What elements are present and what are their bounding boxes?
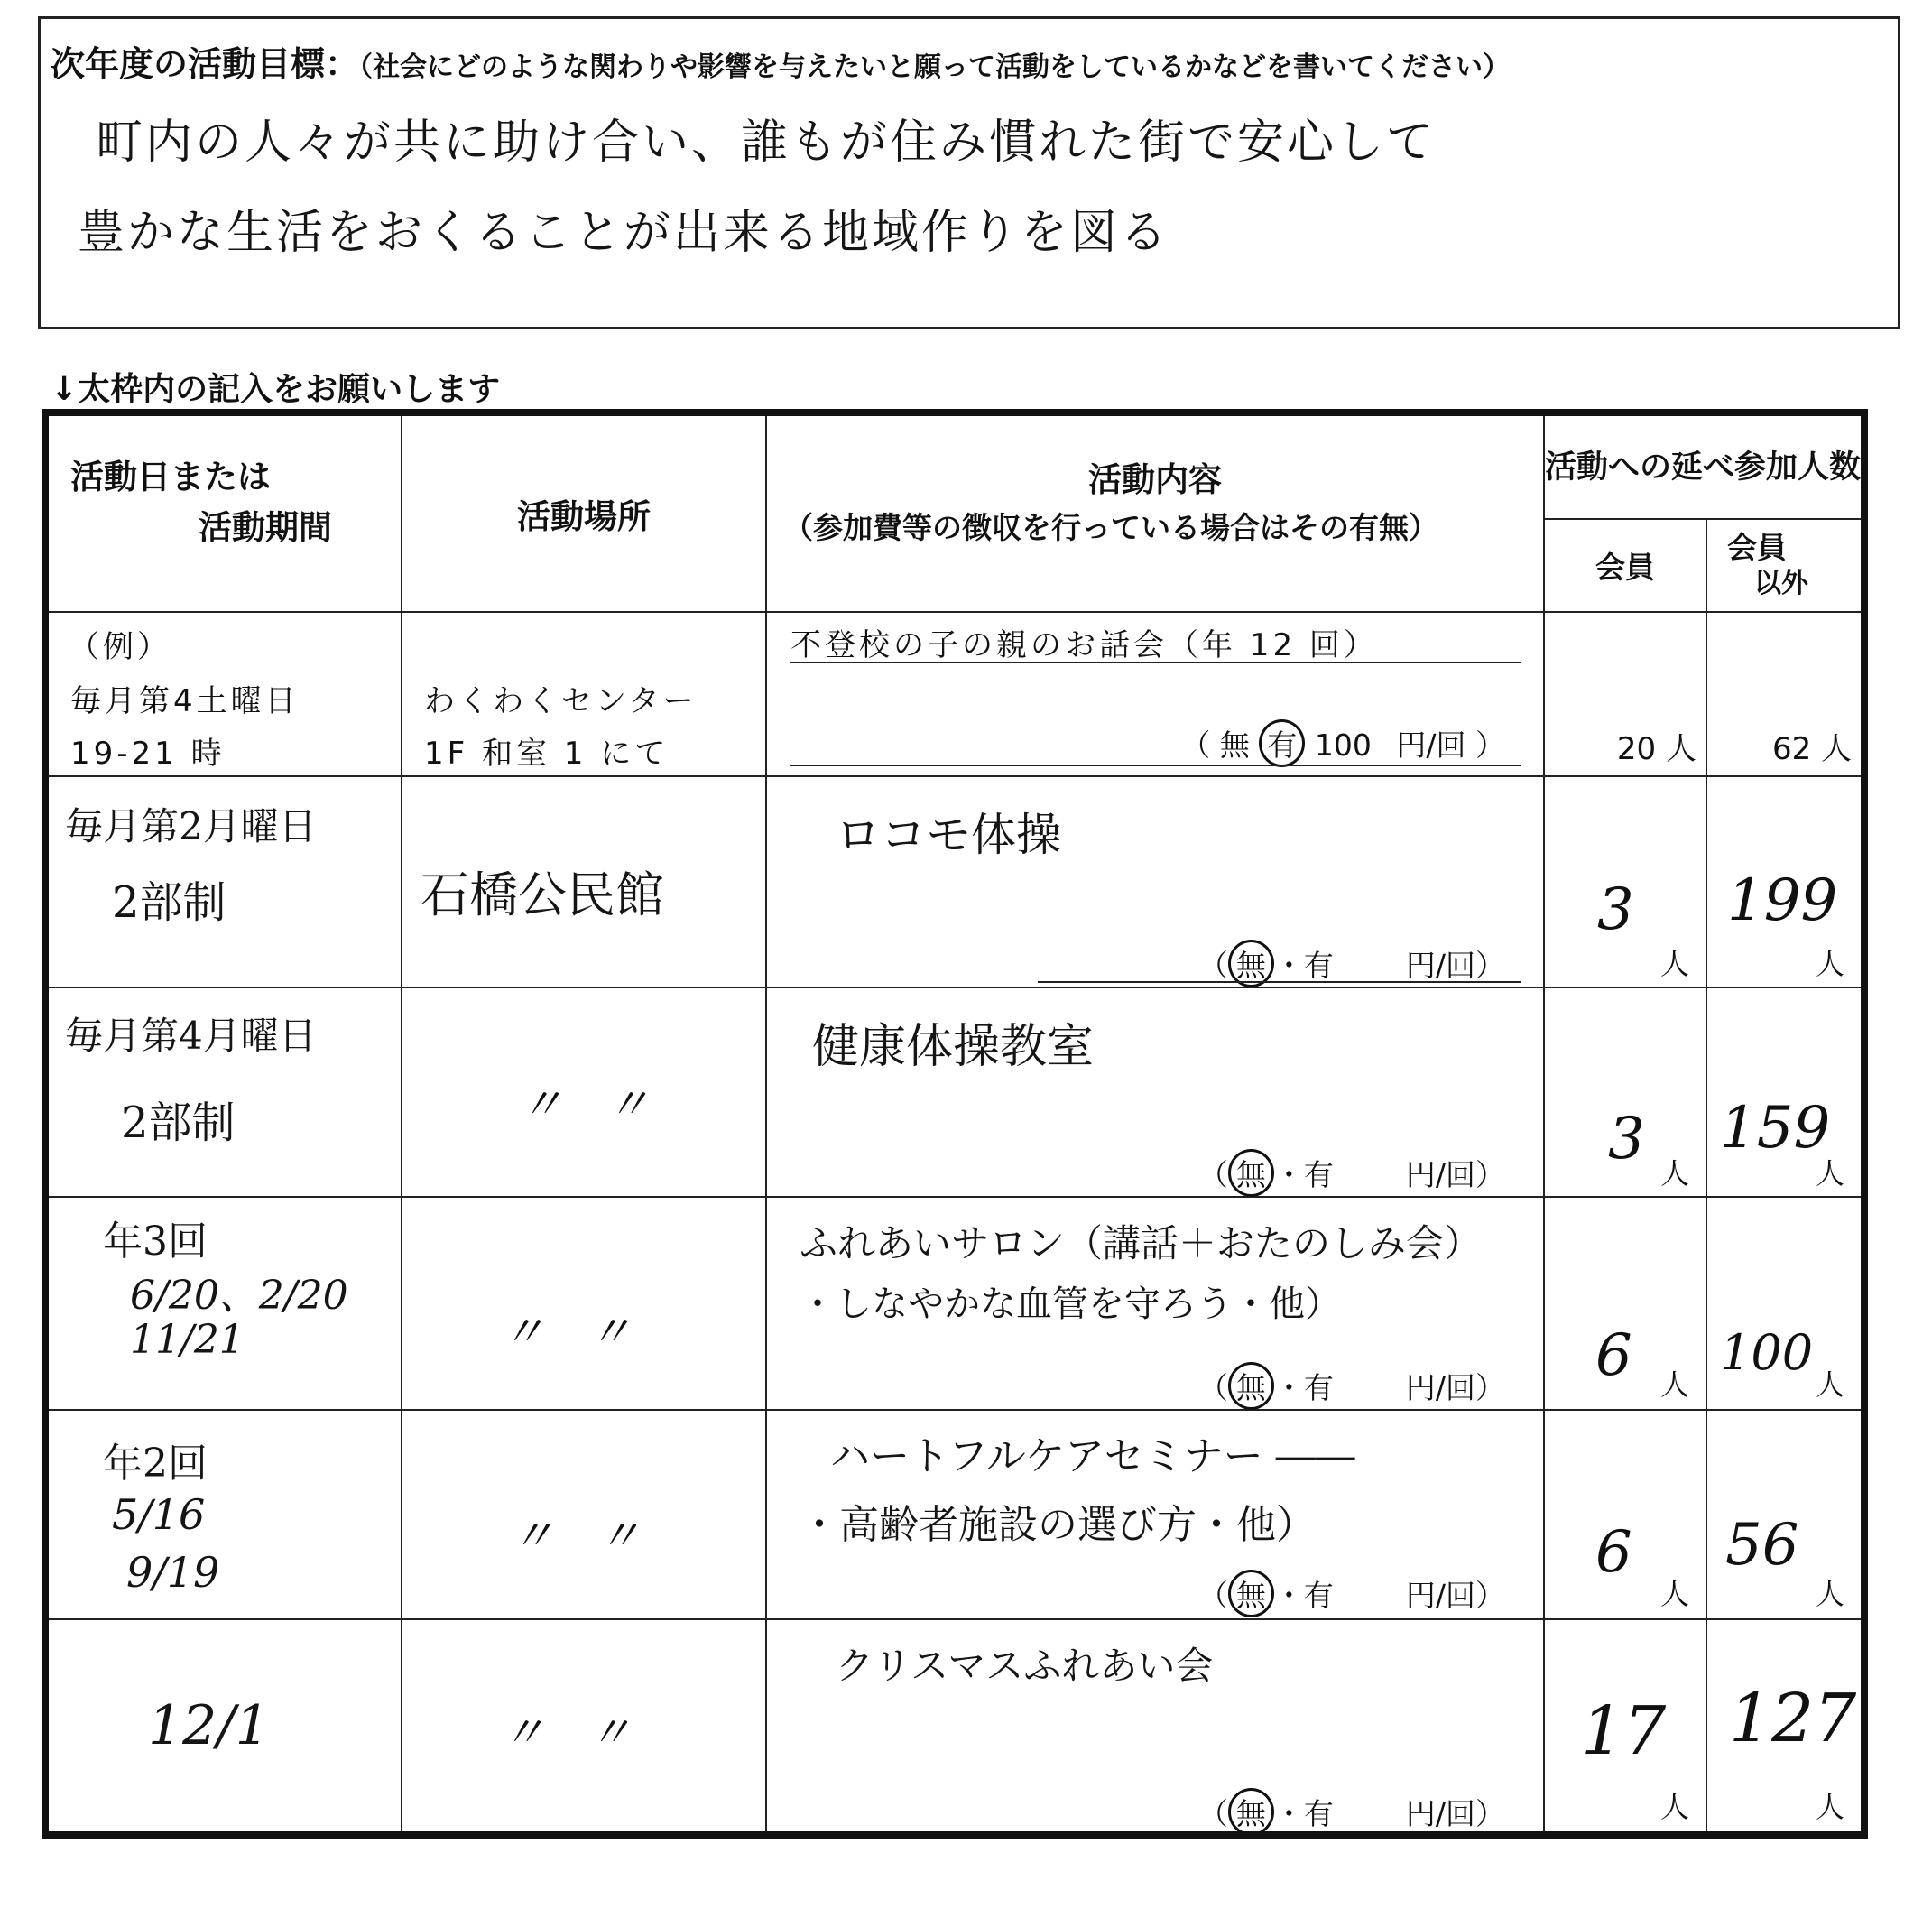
row5-date-cell <box>45 1619 402 1835</box>
row1-members: 3 <box>1597 876 1634 943</box>
row3-date-1: 年3回 <box>103 1219 208 1265</box>
row3-content-1: ふれあいサロン（講話＋おたのしみ会） <box>800 1221 1483 1265</box>
fee-per: 円/回 <box>1405 1796 1475 1831</box>
fee-none-circled: 無 <box>1228 1570 1274 1617</box>
goal-subtitle: （社会にどのような関わりや影響を与えたいと願って活動をしているかなどを書いてください） <box>359 51 1511 83</box>
row2-members-unit: 人 <box>1659 1156 1689 1191</box>
header-participants: 活動への延べ参加人数 <box>1544 412 1864 519</box>
header-members: 会員 <box>1544 519 1706 612</box>
fee-open: （ <box>1197 948 1228 983</box>
row1-non-members-unit: 人 <box>1816 947 1845 981</box>
row1-fee: （ 無 ・有 円/回） <box>1198 940 1505 987</box>
row5-fee: （ 無 ・有 円/回） <box>1198 1788 1505 1836</box>
row3-non-members-unit: 人 <box>1816 1367 1845 1402</box>
activity-row <box>45 1410 1864 1619</box>
row2-place-cell <box>402 987 766 1197</box>
header-content <box>766 412 1544 612</box>
fee-yes: 有 <box>1303 1796 1334 1831</box>
row4-place-ditto: 〃 〃 <box>511 1511 642 1561</box>
example-row <box>45 612 1864 776</box>
example-date-2: 19-21 時 <box>70 736 226 772</box>
row2-members-cell <box>1544 987 1706 1197</box>
fee-yes: 有 <box>1303 1578 1334 1613</box>
row1-place-cell <box>402 776 766 987</box>
activity-row <box>45 776 1864 987</box>
row2-date-2: 2部制 <box>121 1098 236 1148</box>
fee-yes: 有 <box>1303 948 1334 983</box>
header-content-sub: （参加費等の徴収を行っている場合はその有無） <box>783 510 1438 545</box>
row1-members-unit: 人 <box>1659 947 1689 981</box>
row3-place-cell <box>402 1197 766 1410</box>
row1-content-1: ロコモ体操 <box>836 809 1061 861</box>
row1-content-cell <box>766 776 1544 987</box>
fee-close: ） <box>1475 727 1505 763</box>
header-non-members-1: 会員 <box>1727 529 1787 565</box>
row1-fee-underline <box>1038 981 1521 983</box>
row5-content-cell <box>766 1619 1544 1835</box>
row1-date-cell <box>45 776 402 987</box>
row4-members: 6 <box>1595 1519 1632 1586</box>
row3-date-3: 11/21 <box>130 1317 245 1363</box>
row3-non-members: 100 <box>1720 1324 1814 1381</box>
header-date <box>45 412 402 612</box>
instruction-note: ↓太枠内の記入をお願いします <box>51 371 501 408</box>
row4-date-1: 年2回 <box>103 1441 208 1487</box>
row4-content-2: ・高齢者施設の選び方・他） <box>800 1502 1316 1548</box>
fee-per: 円/回 <box>1405 1578 1475 1613</box>
row4-content-cell <box>766 1410 1544 1619</box>
fee-per: 円/回 <box>1396 727 1466 763</box>
row4-non-members-unit: 人 <box>1816 1577 1845 1611</box>
example-place-1: わくわくセンター <box>424 683 698 719</box>
row3-content-cell <box>766 1197 1544 1410</box>
example-members: 20 人 <box>1616 731 1696 767</box>
row5-members-cell <box>1544 1619 1706 1835</box>
row2-fee: （ 無 ・有 円/回） <box>1198 1149 1505 1197</box>
row3-members-unit: 人 <box>1659 1367 1689 1402</box>
row1-members-cell <box>1544 776 1706 987</box>
header-date-line2: 活動期間 <box>199 508 332 547</box>
header-content-title: 活動内容 <box>1088 460 1222 499</box>
header-place: 活動場所 <box>402 412 766 612</box>
row5-non-members: 127 <box>1729 1680 1857 1757</box>
row4-members-cell <box>1544 1410 1706 1619</box>
fee-none: 無 <box>1219 727 1250 763</box>
fee-yes: 有 <box>1303 1370 1334 1405</box>
row4-fee: （ 無 ・有 円/回） <box>1198 1570 1505 1617</box>
row5-content-1: クリスマスふれあい会 <box>836 1644 1214 1688</box>
row1-non-members-cell <box>1706 776 1864 987</box>
example-content-underline <box>790 662 1521 663</box>
row3-date-2: 6/20、2/20 <box>130 1273 348 1319</box>
fee-close: ） <box>1475 948 1505 983</box>
row3-members-cell <box>1544 1197 1706 1410</box>
row4-members-unit: 人 <box>1659 1577 1689 1611</box>
example-non-members-cell <box>1706 612 1864 776</box>
row1-non-members: 199 <box>1727 867 1838 934</box>
fee-close: ） <box>1475 1796 1505 1831</box>
example-date-cell <box>45 612 402 776</box>
goal-text-line2: 豊かな生活をおくることが出来る地域作りを図る <box>78 206 1170 260</box>
fee-per: 円/回 <box>1405 948 1475 983</box>
activity-table <box>42 409 1868 1839</box>
fee-none-circled: 無 <box>1228 1149 1274 1197</box>
fee-none-circled: 無 <box>1228 1362 1274 1410</box>
fee-per: 円/回 <box>1405 1370 1475 1405</box>
row2-date-1: 毎月第4月曜日 <box>65 1014 317 1058</box>
header-non-members-2: 以外 <box>1754 567 1808 599</box>
example-date-1: 毎月第4土曜日 <box>70 683 300 719</box>
activity-row <box>45 1619 1864 1835</box>
fee-close: ） <box>1475 1578 1505 1613</box>
row1-place: 石橋公民館 <box>421 866 664 923</box>
row2-non-members-unit: 人 <box>1816 1156 1845 1191</box>
header-date-line1: 活動日または <box>70 458 271 496</box>
row3-non-members-cell <box>1706 1197 1864 1410</box>
row4-content-1: ハートフルケアセミナー ―― <box>830 1433 1355 1479</box>
row2-date-cell <box>45 987 402 1197</box>
row3-date-cell <box>45 1197 402 1410</box>
goal-title-label: 次年度の活動目標： <box>51 44 360 84</box>
fee-close: ） <box>1475 1370 1505 1405</box>
example-fee <box>1180 719 1505 767</box>
example-label: （例） <box>69 629 171 665</box>
row3-content-2: ・しなやかな血管を守ろう・他） <box>800 1283 1341 1325</box>
row4-date-cell <box>45 1410 402 1619</box>
example-content: 不登校の子の親のお話会（年 12 回） <box>790 627 1378 663</box>
goal-title <box>51 36 1510 86</box>
fee-open: （ <box>1197 1578 1228 1613</box>
row5-place-cell <box>402 1619 766 1835</box>
row5-members: 17 <box>1581 1692 1667 1770</box>
fee-per: 円/回 <box>1405 1157 1475 1192</box>
fee-open: （ <box>1197 1370 1228 1405</box>
example-place-cell <box>402 612 766 776</box>
row5-place-ditto: 〃 〃 <box>502 1708 633 1758</box>
example-place-2: 1F 和室 1 にて <box>424 736 670 772</box>
fee-open: （ <box>1197 1157 1228 1192</box>
row1-date-2: 2部制 <box>112 877 226 928</box>
fee-close: ） <box>1475 1157 1505 1192</box>
fee-amount: 100 <box>1314 727 1372 763</box>
example-content-cell <box>766 612 1544 776</box>
row4-place-cell <box>402 1410 766 1619</box>
row2-non-members-cell <box>1706 987 1864 1197</box>
row5-members-unit: 人 <box>1659 1790 1689 1824</box>
row2-members: 3 <box>1608 1106 1645 1172</box>
fee-yes: 有 <box>1303 1157 1334 1192</box>
fee-none-circled: 無 <box>1228 1788 1274 1836</box>
row2-content-cell <box>766 987 1544 1197</box>
row3-fee: （ 無 ・有 円/回） <box>1198 1362 1505 1410</box>
header-non-members <box>1706 519 1864 612</box>
row5-date-1: 12/1 <box>148 1694 270 1757</box>
row4-date-2: 5/16 <box>112 1490 206 1539</box>
row2-non-members: 159 <box>1720 1095 1831 1162</box>
row5-non-members-cell <box>1706 1619 1864 1835</box>
fee-none-circled: 無 <box>1228 940 1274 987</box>
fee-open: （ <box>1180 727 1211 763</box>
row1-date-1: 毎月第2月曜日 <box>65 804 317 848</box>
row4-date-3: 9/19 <box>126 1548 220 1597</box>
example-fee-underline <box>790 765 1521 766</box>
row5-non-members-unit: 人 <box>1816 1790 1845 1824</box>
row2-place-ditto: 〃 〃 <box>520 1080 651 1130</box>
fee-yes-circled: 有 <box>1259 719 1305 767</box>
row4-non-members: 56 <box>1725 1512 1799 1579</box>
row3-place-ditto: 〃 〃 <box>502 1307 633 1358</box>
row2-content-1: 健康体操教室 <box>812 1020 1095 1074</box>
example-members-cell <box>1544 612 1706 776</box>
row4-non-members-cell <box>1706 1410 1864 1619</box>
activity-row <box>45 1197 1864 1410</box>
fee-open: （ <box>1197 1796 1228 1831</box>
activity-row <box>45 987 1864 1197</box>
example-non-members: 62 人 <box>1771 731 1853 767</box>
goal-text-line1: 町内の人々が共に助け合い、誰もが住み慣れた街で安心して <box>96 116 1437 170</box>
row3-members: 6 <box>1595 1322 1632 1389</box>
